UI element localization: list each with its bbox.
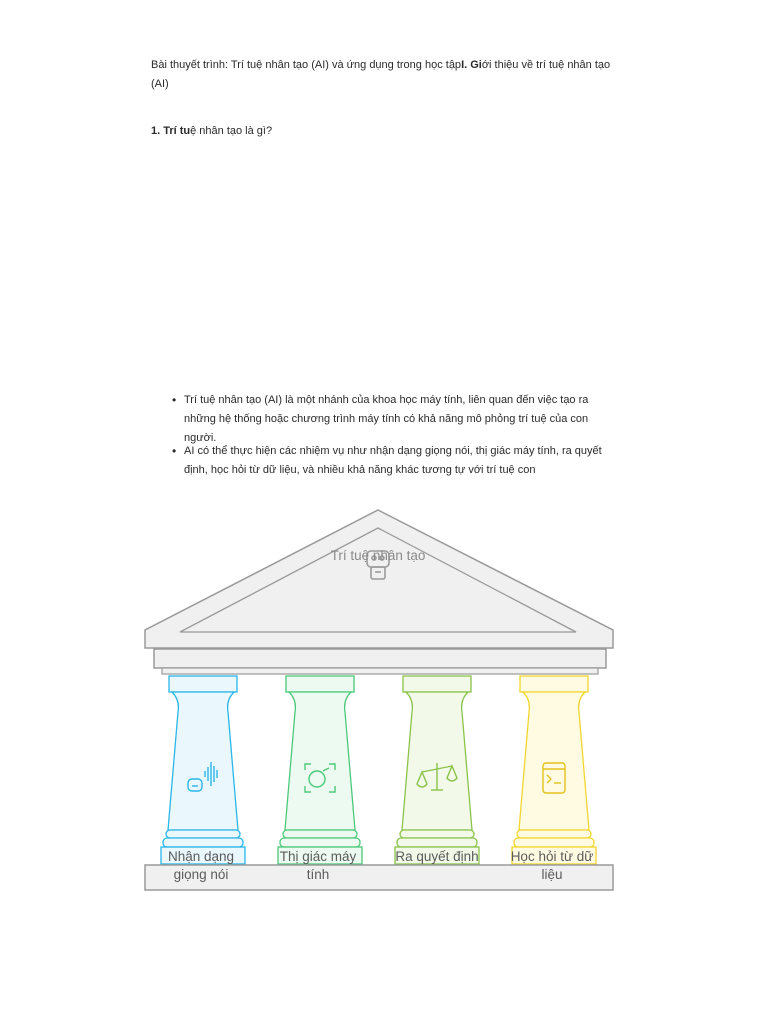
heading-rest: ệ nhân tạo là gì? <box>190 125 273 137</box>
bullet-item: • AI có thể thực hiện các nhiệm vụ như nhận dạng giọng nói, thị giác máy tính, ra quyết định, học hỏi từ dữ liệu, và nhiều khả năng khác tương tự với trí tuệ con <box>172 442 620 480</box>
pillar-3 <box>395 676 479 864</box>
title-bold: I. Gi <box>461 59 482 71</box>
pillar-label: Nhận dạng <box>167 849 235 864</box>
temple-roof <box>145 510 613 674</box>
bullet-item: • Trí tuệ nhân tạo (AI) là một nhánh của khoa học máy tính, liên quan đến việc tạo ra những hệ thống hoặc chương trình máy tính có khả năng mô phỏng trí tuệ của con người. <box>172 391 620 448</box>
pillar-label: Ra quyết định <box>395 849 479 864</box>
title-prefix: Bài thuyết trình: Trí tuệ nhân tạo (AI) và ứng dụng trong học tập <box>151 59 462 71</box>
pillar-1 <box>161 676 245 864</box>
pillar-label: Học hỏi từ dữ <box>510 849 594 864</box>
title-rest: ới thiệu về trí tuệ nhân tạo (AI) <box>151 59 611 90</box>
roof-label: Trí tuệ nhân tạo <box>330 548 426 563</box>
pillar-4 <box>512 676 596 864</box>
pillar-2 <box>278 676 362 864</box>
pillar-label: Thị giác máy <box>279 849 357 864</box>
pillar-label: tính <box>306 867 330 882</box>
heading-bold: 1. Trí tu <box>151 125 191 137</box>
pillar-label: giọng nói <box>173 867 229 882</box>
pillar-label: liệu <box>541 867 563 882</box>
